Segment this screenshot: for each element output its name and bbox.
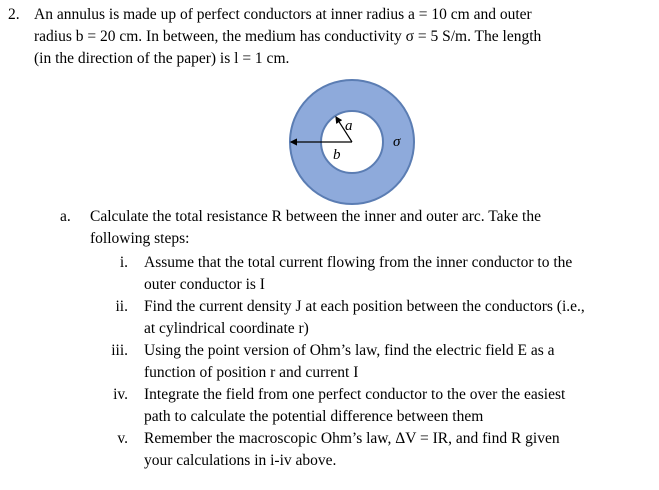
- step-ii: [98, 296, 648, 340]
- part-a-line-1: Calculate the total resistance R between the inner and outer arc. Take the: [90, 208, 541, 225]
- step-list: [98, 252, 648, 472]
- problem-line-1: An annulus is made up of perfect conductors at inner radius a = 10 cm and outer: [34, 6, 532, 23]
- problem-statement: [34, 4, 649, 70]
- step-label: ii.: [115, 298, 128, 315]
- step-line: Using the point version of Ohm’s law, find the electric field E as a: [144, 342, 555, 359]
- annulus-figure: [287, 77, 417, 207]
- step-line: Assume that the total current flowing from the inner conductor to the: [144, 254, 573, 271]
- part-a-line-2: following steps:: [90, 230, 190, 247]
- step-line: at cylindrical coordinate r): [144, 320, 309, 337]
- label-a: a: [345, 118, 353, 134]
- step-line: Find the current density J at each position between the conductors (i.e.,: [144, 298, 585, 315]
- step-line: Integrate the field from one perfect conductor to the over the easiest: [144, 386, 566, 403]
- step-line: your calculations in i-iv above.: [144, 452, 337, 469]
- part-a-label: a.: [60, 208, 71, 225]
- step-label: v.: [117, 430, 128, 447]
- step-line: path to calculate the potential difference between them: [144, 408, 484, 425]
- problem-number: 2.: [8, 6, 20, 23]
- step-iii: [98, 340, 648, 384]
- problem-line-2: radius b = 20 cm. In between, the medium has conductivity σ = 5 S/m. The length: [34, 28, 542, 45]
- step-line: outer conductor is I: [144, 276, 265, 293]
- step-i: [98, 252, 648, 296]
- annulus-diagram: [287, 77, 417, 207]
- label-sigma: σ: [393, 134, 401, 150]
- step-label: iii.: [111, 342, 128, 359]
- part-a-prompt: [90, 206, 650, 250]
- step-v: [98, 428, 648, 472]
- step-iv: [98, 384, 648, 428]
- step-line: Remember the macroscopic Ohm’s law, ΔV = IR, and find R given: [144, 430, 560, 447]
- label-b: b: [333, 147, 341, 163]
- step-label: i.: [119, 254, 128, 271]
- problem-line-3: (in the direction of the paper) is l = 1 cm.: [34, 50, 290, 67]
- step-line: function of position r and current I: [144, 364, 359, 381]
- step-label: iv.: [113, 386, 128, 403]
